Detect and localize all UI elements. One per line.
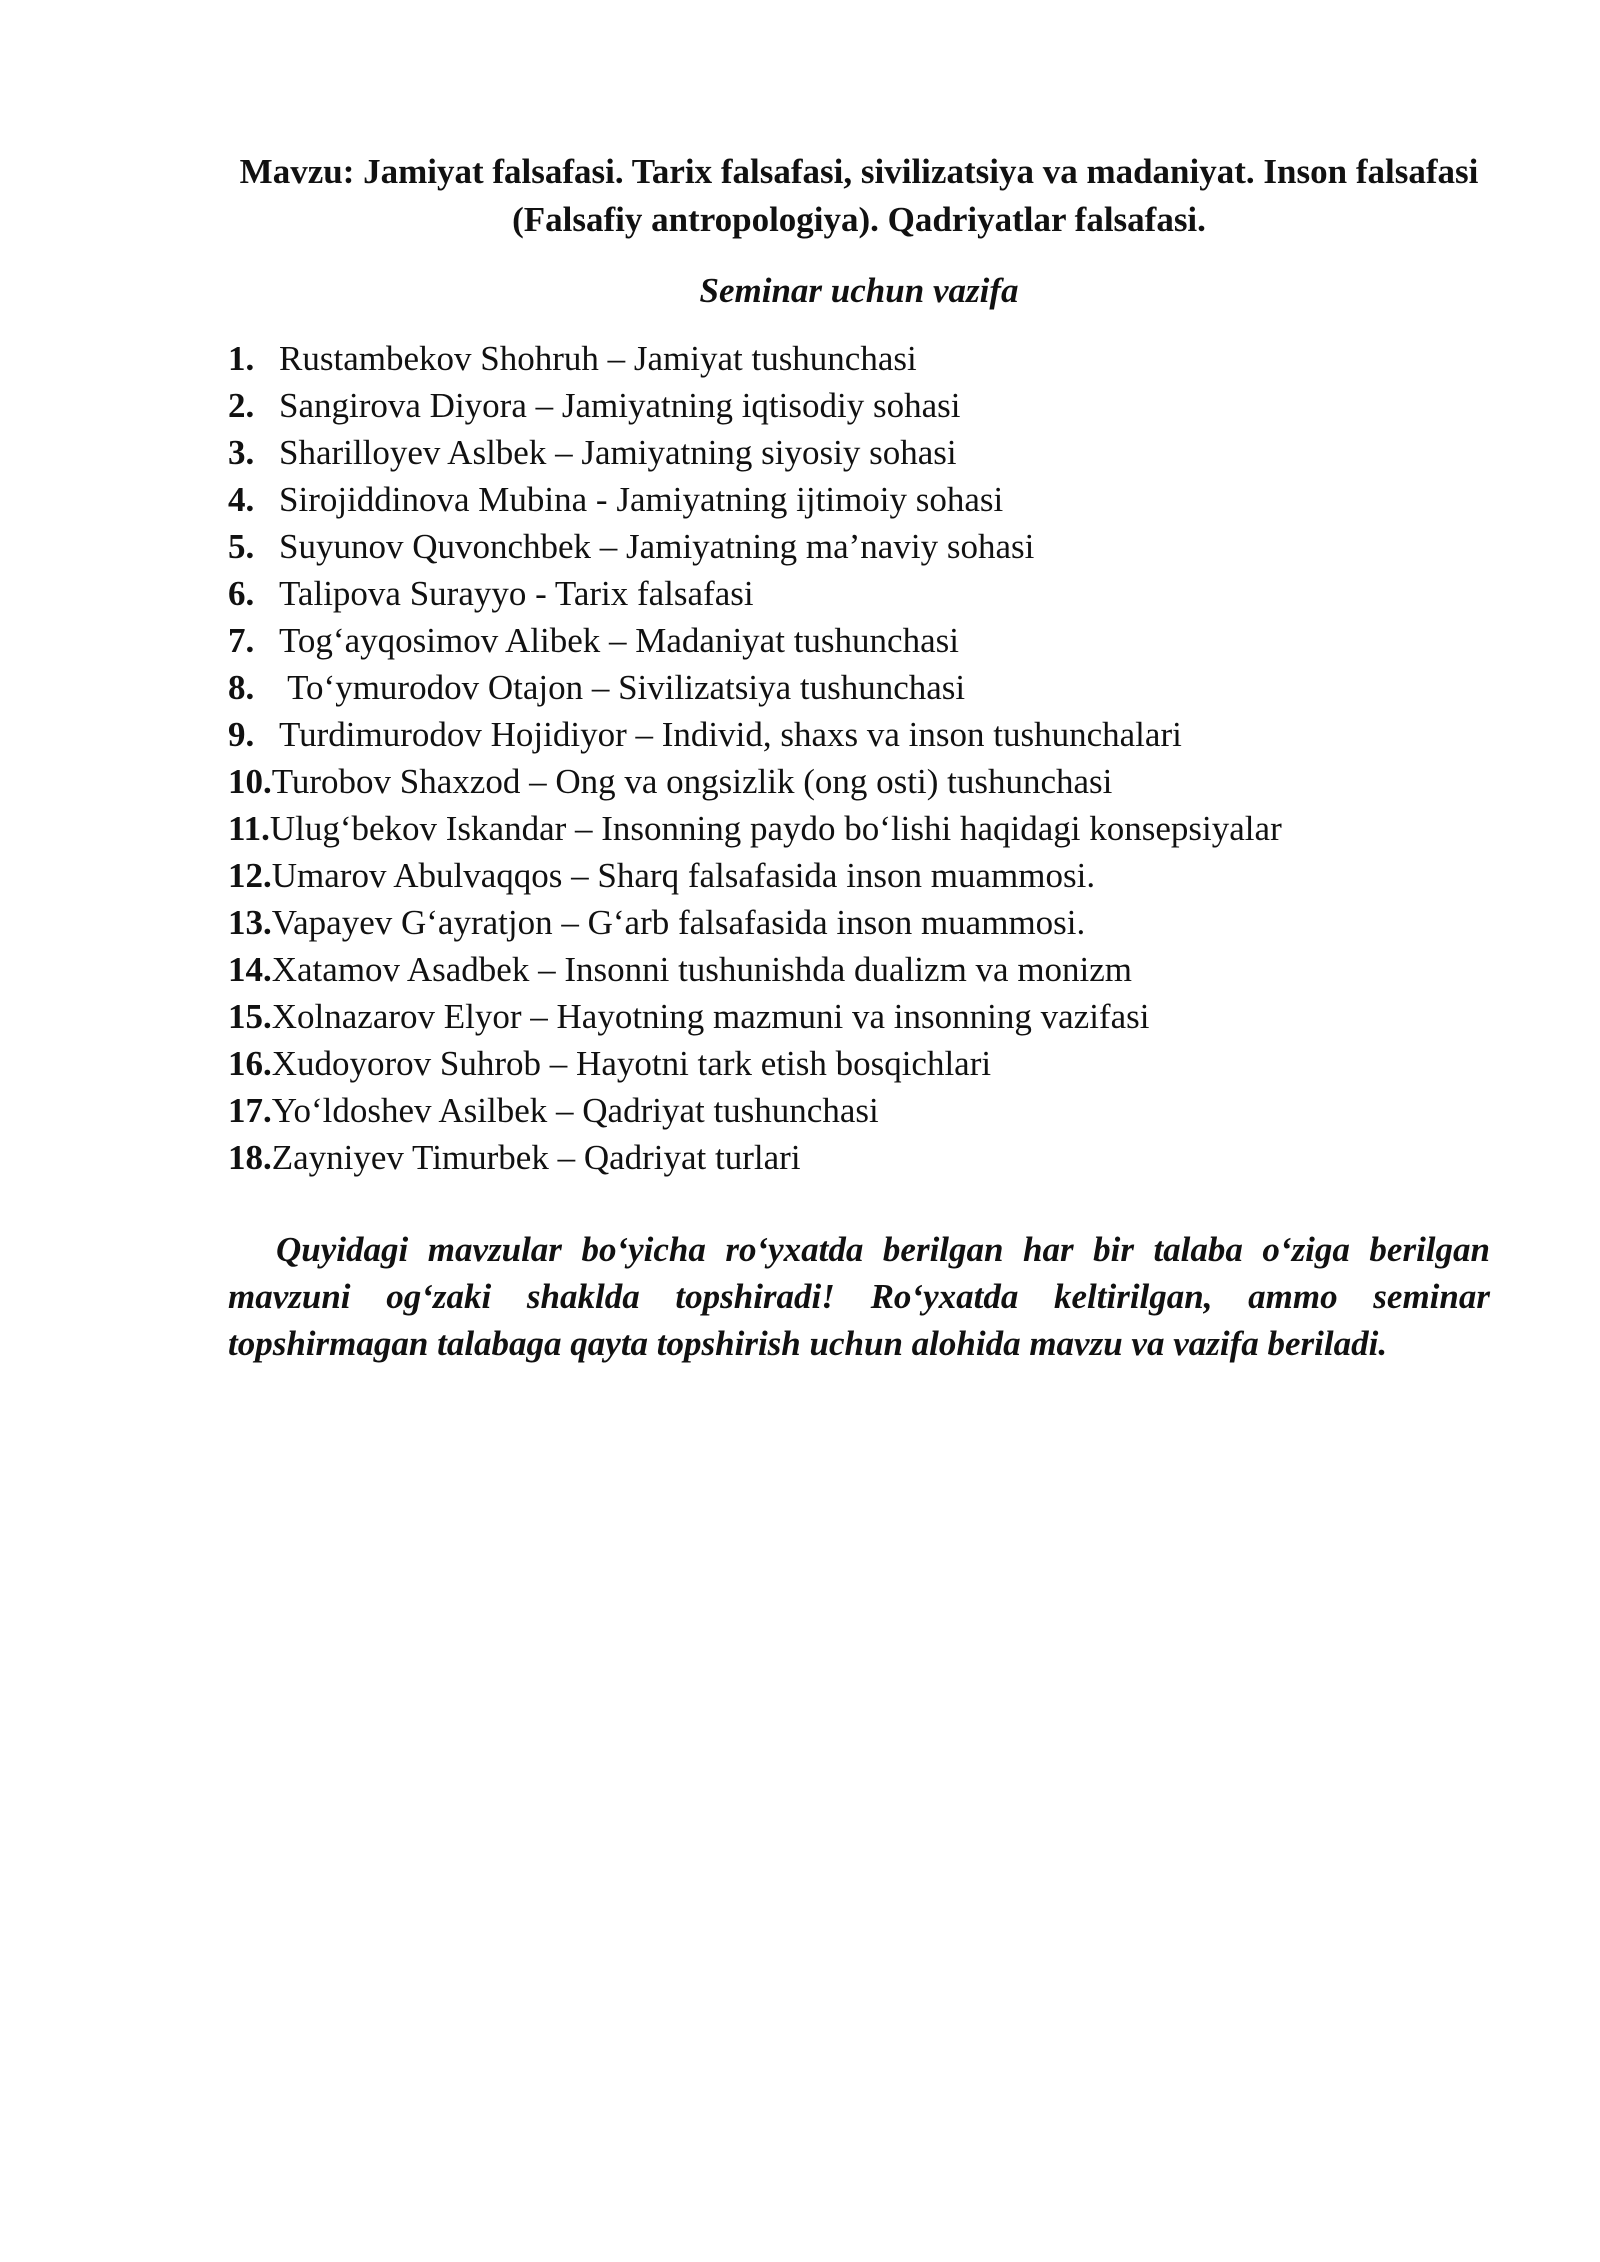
task-item: [228, 664, 1490, 711]
task-item: [228, 1087, 1490, 1134]
task-number: 14.: [228, 950, 272, 989]
task-text: Xatamov Asadbek – Insonni tushunishda dualizm va monizm: [271, 950, 1133, 989]
task-number: 11.: [228, 809, 270, 848]
task-number: 12.: [228, 856, 272, 895]
task-item: [228, 946, 1490, 993]
task-number: 8.: [228, 668, 255, 707]
task-text: Zayniyev Timurbek – Qadriyat turlari: [271, 1138, 801, 1177]
task-number: 5.: [228, 527, 255, 566]
task-number: 1.: [228, 339, 255, 378]
task-number: 18.: [228, 1138, 272, 1177]
task-text: Yo‘ldoshev Asilbek – Qadriyat tushunchasi: [271, 1091, 879, 1130]
task-text: Sangirova Diyora – Jamiyatning iqtisodiy sohasi: [279, 386, 961, 425]
task-number: 10.: [228, 762, 272, 801]
task-item: [228, 1134, 1490, 1181]
task-item: [228, 617, 1490, 664]
task-item: [228, 476, 1490, 523]
task-number: 2.: [228, 386, 255, 425]
notice-paragraph: Quyidagi mavzular bo‘yicha ro‘yxatda berilgan har bir talaba o‘ziga berilgan mavzuni og‘zaki shaklda topshiradi! Ro‘yxatda keltirilgan, ammo seminar topshirmagan talabaga qayta topshirish uchun alohida mavzu va vazifa beriladi.: [228, 1230, 1490, 1363]
task-text: Rustambekov Shohruh – Jamiyat tushunchasi: [279, 339, 917, 378]
task-text: To‘ymurodov Otajon – Sivilizatsiya tushunchasi: [279, 668, 966, 707]
task-item: [228, 899, 1490, 946]
task-number: 13.: [228, 903, 272, 942]
task-text: Xudoyorov Suhrob – Hayotni tark etish bosqichlari: [271, 1044, 992, 1083]
task-number: 9.: [228, 715, 255, 754]
task-item: [228, 523, 1490, 570]
task-text: Sharilloyev Aslbek – Jamiyatning siyosiy sohasi: [279, 433, 957, 472]
task-item: [228, 852, 1490, 899]
task-item: [228, 805, 1490, 852]
document-title: Mavzu: Jamiyat falsafasi. Tarix falsafasi, sivilizatsiya va madaniyat. Inson falsafasi (Falsafiy antropologiya). Qadriyatlar falsafasi.: [239, 152, 1479, 239]
task-list: [228, 335, 1490, 1181]
task-item: [228, 382, 1490, 429]
task-item: [228, 711, 1490, 758]
task-text: Xolnazarov Elyor – Hayotning mazmuni va insonning vazifasi: [271, 997, 1150, 1036]
task-text: Talipova Surayyo - Tarix falsafasi: [279, 574, 754, 613]
task-number: 15.: [228, 997, 272, 1036]
task-text: Ulug‘bekov Iskandar – Insonning paydo bo‘lishi haqidagi konsepsiyalar: [269, 809, 1282, 848]
task-text: Tog‘ayqosimov Alibek – Madaniyat tushunchasi: [279, 621, 959, 660]
task-text: Turdimurodov Hojidiyor – Individ, shaxs va inson tushunchalari: [279, 715, 1182, 754]
task-text: Turobov Shaxzod – Ong va ongsizlik (ong osti) tushunchasi: [271, 762, 1113, 801]
task-item: [228, 570, 1490, 617]
task-item: [228, 429, 1490, 476]
task-text: Suyunov Quvonchbek – Jamiyatning ma’naviy sohasi: [279, 527, 1035, 566]
task-item: [228, 758, 1490, 805]
task-text: Umarov Abulvaqqos – Sharq falsafasida inson muammosi.: [271, 856, 1096, 895]
task-number: 3.: [228, 433, 255, 472]
task-text: Sirojiddinova Mubina - Jamiyatning ijtimoiy sohasi: [279, 480, 1004, 519]
task-item: [228, 1040, 1490, 1087]
document-subtitle: Seminar uchun vazifa: [699, 271, 1019, 310]
task-item: [228, 993, 1490, 1040]
task-number: 7.: [228, 621, 255, 660]
task-number: 6.: [228, 574, 255, 613]
task-number: 16.: [228, 1044, 272, 1083]
task-number: 4.: [228, 480, 255, 519]
task-text: Vapayev G‘ayratjon – G‘arb falsafasida inson muammosi.: [271, 903, 1086, 942]
task-number: 17.: [228, 1091, 272, 1130]
task-item: [228, 335, 1490, 382]
